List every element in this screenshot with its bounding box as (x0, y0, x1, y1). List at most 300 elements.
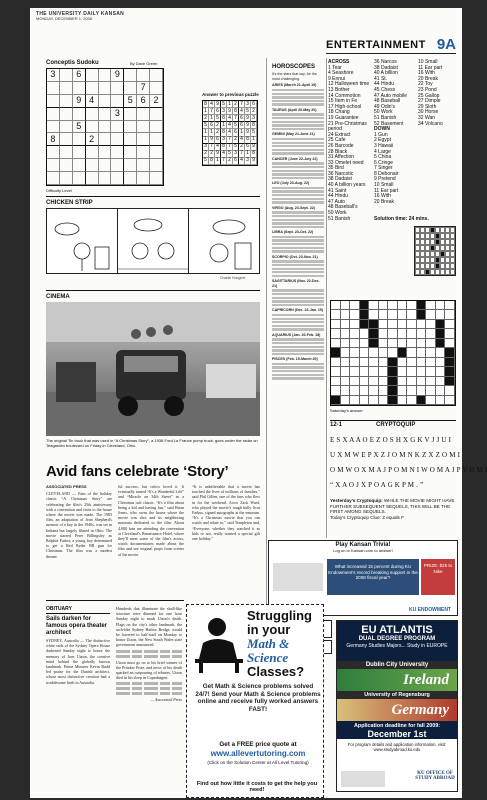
crossword-clue: 30 Horse (418, 109, 439, 116)
crossword-cell[interactable] (436, 396, 446, 405)
crossword-clue: 5 China (374, 154, 392, 161)
horoscope-sign: LIBRA (Sept. 23-Oct. 22) (272, 230, 314, 235)
grid-cell (137, 146, 150, 159)
crossword-cell[interactable] (379, 310, 389, 319)
grid-cell: 8 (221, 129, 227, 136)
grid-cell: 1 (203, 137, 209, 144)
grid-cell: 4 (239, 158, 245, 165)
grid-cell: 1 (203, 129, 209, 136)
crossword-cell[interactable] (436, 329, 446, 338)
grid-cell (99, 172, 112, 185)
crossword-cell[interactable] (407, 386, 417, 395)
crossword-cell[interactable] (445, 320, 455, 329)
grid-cell (86, 69, 99, 82)
cryptoquip-clue: Today's Cryptoquip Clue: Z equals F (330, 514, 404, 520)
grid-cell: 2 (215, 129, 221, 136)
grid-cell (99, 121, 112, 134)
crossword-cell[interactable] (445, 396, 455, 405)
crossword-cell[interactable] (360, 377, 370, 386)
grid-cell: 6 (215, 108, 221, 115)
horoscope-sign: AQUARIUS (Jan. 20-Feb. 18) (272, 332, 321, 337)
grid-cell: 7 (239, 151, 245, 158)
answer-cell (450, 269, 455, 275)
tutoring-headline (247, 609, 321, 679)
grid-cell: 4 (86, 95, 99, 108)
grid-cell (150, 146, 163, 159)
crossword-cell[interactable] (388, 301, 398, 310)
cryptoquip-line: O M W O X M A J P O M N I W O M A J P V H M I (330, 466, 487, 474)
crossword-cell[interactable] (398, 320, 408, 329)
crossword-clue: 25 Gallop (418, 92, 440, 99)
crossword-cell[interactable] (331, 329, 341, 338)
crossword-cell[interactable] (426, 396, 436, 405)
article-column (118, 484, 184, 557)
crossword-cell[interactable] (436, 348, 446, 357)
crossword-cell[interactable] (360, 339, 370, 348)
crossword-clue: 11 Ear part (374, 187, 399, 194)
comic-panel (47, 209, 118, 273)
grid-cell: 6 (233, 158, 239, 165)
grid-cell: 4 (209, 101, 215, 108)
grid-cell (47, 95, 60, 108)
grid-cell (86, 146, 99, 159)
crossword-cell[interactable] (445, 301, 455, 310)
comic-strip (46, 208, 260, 274)
crossword-cell[interactable] (350, 377, 360, 386)
grid-cell (47, 172, 60, 185)
trivia-prize: PRIZE: $25 to Nike (421, 559, 455, 595)
grid-cell: 2 (215, 122, 221, 129)
crossword-cell[interactable] (417, 339, 427, 348)
grid-cell: 6 (239, 122, 245, 129)
crossword-cell[interactable] (360, 301, 370, 310)
grid-cell (99, 133, 112, 146)
crossword-cell[interactable] (407, 301, 417, 310)
grid-cell: 4 (227, 129, 233, 136)
grid-cell (99, 82, 112, 95)
grid-cell: 8 (251, 122, 257, 129)
grid-cell (124, 159, 137, 172)
crossword-cell[interactable] (379, 386, 389, 395)
grid-cell: 6 (215, 137, 221, 144)
grid-cell: 3 (251, 115, 257, 122)
grid-cell (60, 95, 73, 108)
crossword-cell[interactable] (417, 320, 427, 329)
crossword-cell[interactable] (417, 386, 427, 395)
crossword-cell[interactable] (379, 396, 389, 405)
crossword-clue: 13 Bother (328, 86, 350, 93)
across-heading: ACROSS (328, 59, 350, 65)
grid-cell: 3 (203, 144, 209, 151)
grid-cell: 6 (209, 122, 215, 129)
crossword-cell[interactable] (331, 301, 341, 310)
crossword-cell[interactable] (388, 329, 398, 338)
crossword-cell[interactable] (388, 367, 398, 376)
sudoku-grid (46, 68, 164, 186)
tutoring-quote-label: Get a FREE price quote at (219, 741, 297, 748)
ireland-banner: Ireland (337, 669, 457, 691)
difficulty-label: Difficulty Level (46, 188, 72, 193)
crossword-cell[interactable] (398, 339, 408, 348)
grid-cell (60, 146, 73, 159)
grid-cell: 4 (239, 137, 245, 144)
crossword-cell[interactable] (350, 301, 360, 310)
crossword-clue: 7 Singer (374, 165, 393, 172)
crossword-cell[interactable] (388, 339, 398, 348)
grid-cell (99, 95, 112, 108)
crossword-cell[interactable] (417, 348, 427, 357)
study-abroad-logo-icon (341, 771, 385, 787)
crossword-cell[interactable] (341, 310, 351, 319)
crossword-cell[interactable] (379, 301, 389, 310)
crossword-answer-grid (414, 226, 456, 276)
crossword-clue: 50 Work (328, 210, 347, 217)
crossword-cell[interactable] (369, 320, 379, 329)
crossword-cell[interactable] (360, 348, 370, 357)
section-name: ENTERTAINMENT (326, 39, 426, 51)
cryptoquip-answer-label: Yesterday's Cryptoquip: (330, 498, 383, 503)
crossword-cell[interactable] (398, 301, 408, 310)
crossword-cell[interactable] (369, 396, 379, 405)
crossword-cell[interactable] (426, 339, 436, 348)
cryptoquip-line: U X M W E P X Z J O M N K Z X Z O M I (330, 451, 461, 459)
crossword-clue: 16 With (374, 193, 391, 200)
crossword-mid-clues (374, 60, 414, 205)
crossword-clue: 17 High-school (328, 103, 362, 110)
tutoring-ad[interactable] (186, 604, 324, 798)
crossword-cell[interactable] (331, 386, 341, 395)
crossword-cell[interactable] (388, 396, 398, 405)
ku-study-abroad-logo: KU OFFICE OF STUDY ABROAD (415, 771, 455, 781)
crossword-clue: 51 Banish (328, 215, 351, 222)
crossword-cell[interactable] (388, 358, 398, 367)
crossword-cell[interactable] (426, 386, 436, 395)
crossword-cell[interactable] (407, 339, 417, 348)
crossword-cell[interactable] (331, 367, 341, 376)
crossword-cell[interactable] (436, 377, 446, 386)
crossword-cell[interactable] (417, 377, 427, 386)
grid-cell: 8 (221, 144, 227, 151)
crossword-cell[interactable] (360, 358, 370, 367)
grid-cell (111, 82, 124, 95)
article-text: ful success, but critics loved it. It eventually turned “It's a Wonderful Life” and “Miracle on 34th Street” as a Christmas cult classic. “It's a film about being a kid and having fun,” said Brian Jones, who owns the house where the movie was shot and its neighboring museum dedicated to the film. About 4,000 fans are attending the convention at Cleveland's Renaissance Hotel, where they'll meet some of the film's actors, watch documentaries made about the film and see original props from scenes of the movie. (118, 484, 184, 557)
grid-cell: 1 (251, 137, 257, 144)
grid-cell: 3 (111, 108, 124, 121)
crossword-cell[interactable] (360, 367, 370, 376)
crossword-clue: 4 Seashore (328, 70, 354, 77)
column-divider (326, 58, 327, 538)
crossword-cell[interactable] (445, 386, 455, 395)
grid-cell: 7 (209, 108, 215, 115)
crossword-clue: 18 Chang (328, 109, 350, 116)
crossword-cell[interactable] (445, 339, 455, 348)
crossword-cell[interactable] (398, 310, 408, 319)
crossword-cell[interactable] (379, 367, 389, 376)
crossword-clue: 47 Auto (328, 198, 345, 205)
crossword-cell[interactable] (341, 320, 351, 329)
crossword-cell[interactable] (445, 367, 455, 376)
crossword-cell[interactable] (350, 396, 360, 405)
grid-cell: 6 (239, 115, 245, 122)
crossword-cell[interactable] (341, 367, 351, 376)
crossword-clue: 35 Bird (328, 165, 344, 172)
crossword-clue: 36 Narcotic (328, 170, 354, 177)
tutoring-description: Get Math & Science problems solved 24/7! Send your Math & Science problems online and receive fully worked answers FAST! (195, 683, 321, 713)
grid-cell: 1 (239, 129, 245, 136)
crossword-cell[interactable] (398, 348, 408, 357)
grid-cell (137, 133, 150, 146)
headline-emphasis: Math & Science (247, 636, 290, 665)
crossword-cell[interactable] (445, 377, 455, 386)
crossword-cell[interactable] (341, 329, 351, 338)
crossword-cell[interactable] (407, 348, 417, 357)
crossword-cell[interactable] (350, 339, 360, 348)
crossword-cell[interactable] (379, 320, 389, 329)
crossword-cell[interactable] (369, 367, 379, 376)
crossword-cell[interactable] (341, 377, 351, 386)
crossword-clue: 25 Cafe (328, 137, 346, 144)
crossword-clue: 11 Ear part (418, 64, 443, 71)
crossword-cell[interactable] (445, 348, 455, 357)
chicken-drawing-icon (118, 209, 188, 273)
crossword-cell[interactable] (407, 396, 417, 405)
crossword-clue: 31 Affection (328, 154, 355, 161)
crossword-cell[interactable] (379, 329, 389, 338)
crossword-cell[interactable] (426, 367, 436, 376)
eu-atlantis-ad[interactable] (336, 620, 458, 792)
crossword-clue: 38 Dadaist (328, 176, 352, 183)
crossword-cell[interactable] (388, 320, 398, 329)
crossword-cell[interactable] (360, 396, 370, 405)
crossword-cell[interactable] (369, 329, 379, 338)
crossword-cell[interactable] (445, 358, 455, 367)
crossword-clue: 29 Sloth (418, 103, 437, 110)
crossword-cell[interactable] (445, 329, 455, 338)
article-column (192, 484, 260, 541)
obituary-text: Hundreds that illuminate the skull-like structure were dimmed for one hour Sunday night to mark Utzon's death. Flags on the city's other landmark, the arch-like Sydney Harbor Bridge, would be lowered to half-staff on Monday to honor Utzon, the New South Wales state government announced. (116, 606, 182, 648)
crossword-cell[interactable] (350, 348, 360, 357)
crossword-cell[interactable] (350, 320, 360, 329)
crossword-clue: 40 A billion years (328, 182, 366, 189)
grid-cell: 6 (245, 144, 251, 151)
crossword-cell[interactable] (331, 320, 341, 329)
application-deadline (337, 721, 457, 739)
crossword-cell[interactable] (369, 301, 379, 310)
crossword-cell[interactable] (341, 396, 351, 405)
grid-cell: 1 (203, 108, 209, 115)
crossword-cell[interactable] (407, 329, 417, 338)
crossword-cell[interactable] (331, 310, 341, 319)
crossword-cell[interactable] (407, 310, 417, 319)
crossword-cell[interactable] (417, 329, 427, 338)
grid-cell (86, 82, 99, 95)
divider (46, 600, 184, 601)
crossword-cell[interactable] (417, 367, 427, 376)
grid-cell: 6 (73, 69, 86, 82)
crossword-cell[interactable] (360, 386, 370, 395)
crossword-cell[interactable] (341, 358, 351, 367)
grid-cell: 5 (203, 158, 209, 165)
grid-cell (124, 108, 137, 121)
grid-cell: 5 (245, 108, 251, 115)
crossword-cell[interactable] (436, 320, 446, 329)
grid-cell (137, 121, 150, 134)
grid-cell (150, 108, 163, 121)
grid-cell (124, 133, 137, 146)
crossword-clue: 40 A billion (374, 70, 398, 77)
horoscopes-title: HOROSCOPES (272, 64, 316, 70)
deadline-date: December 1st (367, 729, 427, 739)
crossword-cell[interactable] (388, 310, 398, 319)
crossword-cell[interactable] (398, 329, 408, 338)
crossword-cell[interactable] (417, 301, 427, 310)
crossword-cell[interactable] (369, 310, 379, 319)
crossword-cell[interactable] (407, 377, 417, 386)
section-label-cinema: CINEMA (46, 294, 70, 300)
crossword-cell[interactable] (331, 348, 341, 357)
crossword-clue: 49 Odin's (374, 103, 395, 110)
crossword-cell[interactable] (388, 348, 398, 357)
crossword-cell[interactable] (407, 367, 417, 376)
crossword-cell[interactable] (331, 358, 341, 367)
crossword-clue: 23 Pond (418, 86, 437, 93)
crossword-cell[interactable] (436, 310, 446, 319)
crossword-cell[interactable] (341, 386, 351, 395)
crossword-cell[interactable] (426, 348, 436, 357)
cryptoquip-header (330, 420, 456, 428)
crossword-cell[interactable] (341, 301, 351, 310)
crossword-cell[interactable] (436, 358, 446, 367)
grid-cell: 7 (221, 158, 227, 165)
crossword-cell[interactable] (379, 358, 389, 367)
grid-cell (99, 159, 112, 172)
crossword-cell[interactable] (388, 377, 398, 386)
grid-cell: 5 (227, 151, 233, 158)
crossword-clue: 2 Egypt (374, 137, 391, 144)
crossword-clue: 10 Small (418, 59, 438, 65)
crossword-cell[interactable] (436, 339, 446, 348)
cryptoquip-answer (330, 498, 456, 520)
grid-cell: 8 (251, 151, 257, 158)
crossword-cell[interactable] (426, 329, 436, 338)
grid-cell: 3 (221, 137, 227, 144)
crossword-cell[interactable] (379, 339, 389, 348)
grid-cell (60, 159, 73, 172)
grid-cell (111, 121, 124, 134)
paper-name: THE UNIVERSITY DAILY KANSAN (36, 11, 125, 17)
tutoring-click-note: (Click on the Solution Center at All Level Tutoring) (207, 760, 309, 765)
crossword-clue: 26 Barcode (328, 142, 354, 149)
crossword-cell[interactable] (350, 386, 360, 395)
crossword-cell[interactable] (350, 329, 360, 338)
crossword-cell[interactable] (369, 358, 379, 367)
crossword-cell[interactable] (436, 301, 446, 310)
crossword-clue: 10 Small (374, 182, 394, 189)
crossword-cell[interactable] (369, 339, 379, 348)
crossword-cell[interactable] (426, 310, 436, 319)
horoscope-sign: ARIES (March 21-April 19) (272, 83, 317, 88)
crossword-cell[interactable] (369, 386, 379, 395)
crossword-cell[interactable] (331, 339, 341, 348)
grid-cell (150, 172, 163, 185)
crossword-cell[interactable] (426, 320, 436, 329)
crossword-cell[interactable] (436, 367, 446, 376)
grid-cell: 2 (227, 158, 233, 165)
crossword-cell[interactable] (388, 386, 398, 395)
crossword-clue: 36 Narcos (374, 59, 397, 65)
newspaper-page (30, 8, 487, 798)
grid-cell: 8 (209, 158, 215, 165)
ku-endowment-logo: KU ENDOWMENT (409, 607, 451, 613)
crossword-cell[interactable] (426, 301, 436, 310)
crossword-cell[interactable] (398, 367, 408, 376)
crossword-cell[interactable] (341, 348, 351, 357)
crossword-cell[interactable] (379, 348, 389, 357)
crossword-cell[interactable] (417, 396, 427, 405)
crossword-cell[interactable] (360, 310, 370, 319)
crossword-cell[interactable] (331, 377, 341, 386)
crossword-cell[interactable] (445, 310, 455, 319)
tutoring-url-link[interactable]: www.allevertutoring.com (210, 749, 306, 758)
divider (46, 196, 260, 197)
article-headline: Avid fans celebrate ‘Story’ (46, 463, 229, 480)
grid-cell (150, 159, 163, 172)
grid-cell (111, 133, 124, 146)
crossword-cell[interactable] (379, 377, 389, 386)
photo-caption: The original Tin truck that was used in “A Christmas Story”, a 1938 Ford La France pump truck, goes under the radar on Teagarden boulevard on Friday in Cleveland, Ohio. (46, 438, 258, 448)
obituary-kicker: OBITUARY (46, 606, 110, 614)
crossword-cell[interactable] (369, 348, 379, 357)
crossword-cell[interactable] (350, 367, 360, 376)
grid-cell (73, 133, 86, 146)
grid-cell: 5 (233, 144, 239, 151)
chicken-drawing-icon (189, 209, 259, 273)
grid-cell: 7 (209, 144, 215, 151)
crossword-cell[interactable] (341, 339, 351, 348)
grid-cell: 3 (47, 69, 60, 82)
crossword-cell[interactable] (350, 358, 360, 367)
crossword-cell[interactable] (398, 377, 408, 386)
regensburg-university: University of Regensburg (337, 691, 457, 699)
crossword-cell[interactable] (398, 358, 408, 367)
crossword-clue: 4 Large (374, 148, 391, 155)
crossword-cell[interactable] (417, 358, 427, 367)
grid-cell (150, 121, 163, 134)
crossword-cell[interactable] (398, 396, 408, 405)
crossword-cell[interactable] (369, 377, 379, 386)
crossword-cell[interactable] (436, 386, 446, 395)
crossword-cell[interactable] (360, 320, 370, 329)
crossword-cell[interactable] (426, 377, 436, 386)
crossword-cell[interactable] (350, 310, 360, 319)
crossword-cell[interactable] (417, 310, 427, 319)
horoscopes-column (272, 72, 324, 381)
crossword-cell[interactable] (407, 358, 417, 367)
grid-cell (99, 146, 112, 159)
crossword-cell[interactable] (426, 358, 436, 367)
eu-degree: DUAL DEGREE PROGRAM (358, 636, 436, 642)
crossword-cell[interactable] (407, 320, 417, 329)
crossword-clue: 1 Tear (328, 64, 342, 71)
cryptoquip-line: “ X A O J X P O A G K P M . ” (330, 481, 424, 489)
horoscope-sign: SCORPIO (Oct. 23-Nov. 21) (272, 254, 318, 259)
crossword-cell[interactable] (360, 329, 370, 338)
grid-cell (73, 159, 86, 172)
crossword-cell[interactable] (398, 386, 408, 395)
crossword-cell[interactable] (331, 396, 341, 405)
horoscope-sign: PISCES (Feb. 19-March 20) (272, 357, 318, 362)
horoscopes-intro: It's the stars that say, for the most challenging. (272, 72, 317, 81)
